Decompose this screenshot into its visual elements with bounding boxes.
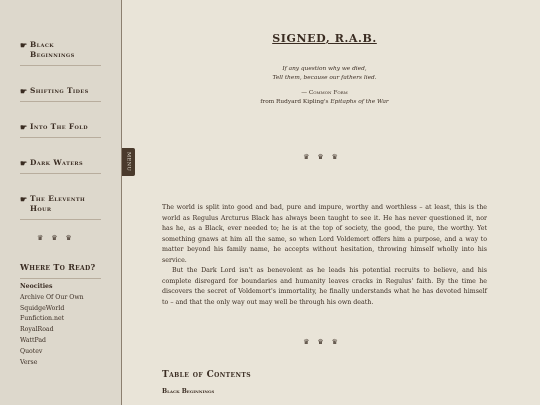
sidebar [0,0,122,405]
site-link-royalroad[interactable]: RoyalRoad [20,326,54,334]
site-link-fanfiction[interactable]: Funfiction.net [20,315,65,323]
nav-black-beginnings[interactable] [20,36,101,66]
pointing-hand-icon: ☛ [20,40,28,50]
attribution-work: Epitaphs of the War [330,99,389,105]
where-to-read-heading: Where To Read? [20,262,101,279]
epigraph [162,65,487,83]
nav-dark-waters[interactable] [20,154,101,174]
summary-paragraph: The world is split into good and bad, pure and impure, worthy and worthless – at least, this is the world as Regulus Arcturus Black has always been taught to see it. He has never questioned it, nor has he, as a Black, ever needed to; he is at the top of society, the good, the pure, the worthy. Yet something gnaws at him all the same, so when Lord Voldemort offers him a purpose, and a way to matter beyond his family name, he accepts without hesitation, throwing himself wholly into his service. [162,204,487,264]
table-of-contents-heading: Table of Contents [162,370,251,380]
site-link-wattpad[interactable]: WattPad [20,336,47,344]
attribution-poem: — Common Form [301,90,348,96]
where-to-read-list [20,282,101,368]
site-link-squidgeworld[interactable]: SquidgeWorld [20,304,65,312]
nav-into-the-fold[interactable] [20,118,101,138]
story-summary [162,203,487,308]
nav-label: Black Beginnings [30,40,75,59]
site-link-verse[interactable]: Verse [20,358,38,366]
epigraph-line: Tell them, because our fathers lied. [272,75,377,81]
pointing-hand-icon: ☛ [20,158,28,168]
nav-label: Shifting Tides [30,86,89,95]
crown-divider-icon: ♛♛♛ [37,234,80,242]
toc-entry[interactable]: Black Beginnings [162,388,215,395]
crown-divider-icon: ♛♛♛ [303,338,346,346]
pointing-hand-icon: ☛ [20,86,28,96]
nav-label: Dark Waters [30,158,83,167]
attribution-source [162,98,487,107]
epigraph-line: If any question why we died, [282,66,367,72]
attribution-prefix: from Rudyard Kipling's [260,99,331,105]
nav-label: The Eleventh Hour [30,194,86,213]
site-link-quotev[interactable]: Quotev [20,347,43,355]
menu-toggle-button[interactable]: MENU [122,148,135,176]
nav-label: Into The Fold [30,122,88,131]
pointing-hand-icon: ☛ [20,122,28,132]
nav-the-eleventh-hour[interactable] [20,190,101,220]
site-link-neocities[interactable]: Neocities [20,283,53,290]
main-content [162,0,487,395]
pointing-hand-icon: ☛ [20,194,28,204]
story-title[interactable]: SIGNED, R.A.B. [272,32,377,45]
site-link-ao3[interactable]: Archive Of Our Own [20,293,84,301]
crown-divider-icon: ♛♛♛ [303,153,346,161]
nav-shifting-tides[interactable] [20,82,101,102]
epigraph-attribution [162,89,487,107]
summary-paragraph: But the Dark Lord isn't as benevolent as he leads his potential recruits to believe, and his complete disregard for boundaries and humanity leaves cracks in Regulus' faith. By the time he discovers the secret of Voldemort's immortality, he finally understands what he has devoted himself to – and that the only way out may well be through his own death. [162,267,487,306]
